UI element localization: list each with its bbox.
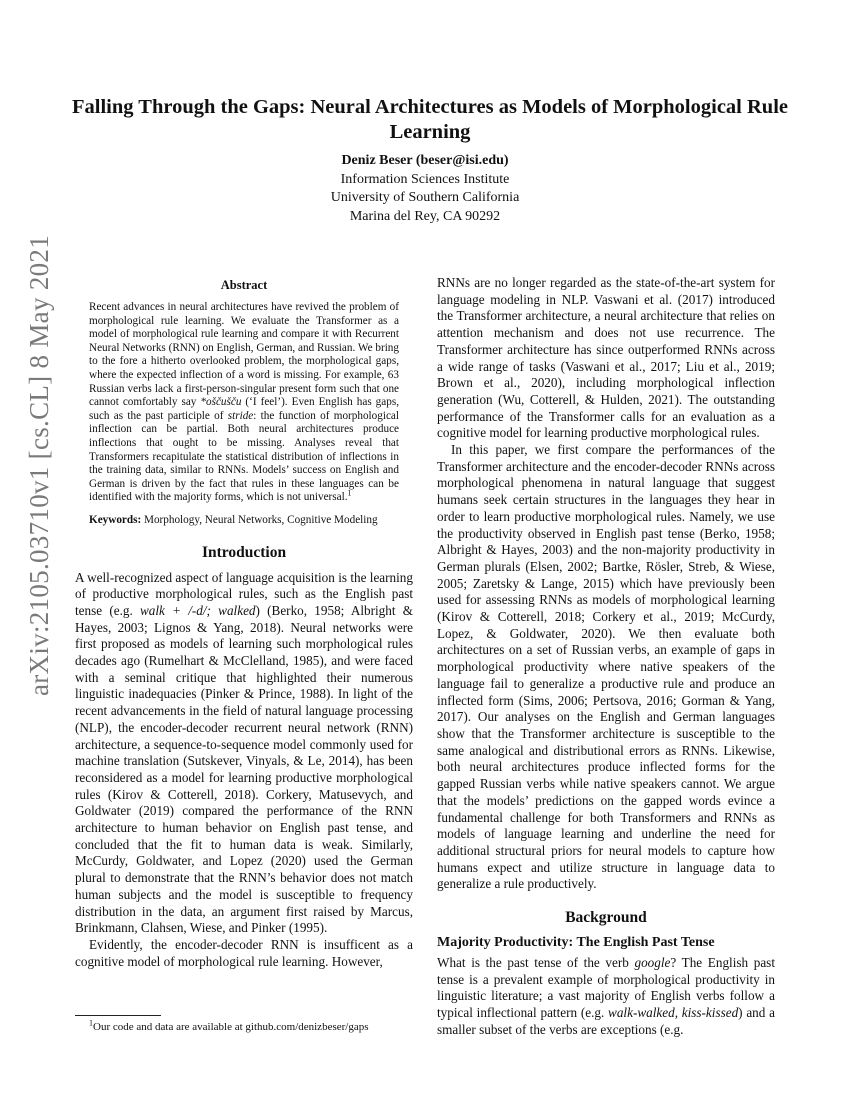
footnote-text: Our code and data are available at github.com/denizbeser/gaps [93,1021,369,1033]
abstract-part-3: : the function of morphological inflection can be partial. Both neural architectures produce inflections that ought to be missing. Analyses reveal that Transformers recapitulate the statistical distribution of inflections in the training data, similar to RNNs. Models’ success on English and German is driven by the fact that rules in these languages can be identified with the majority forms, which is not universal. [89,409,399,504]
footnote-number: 1 [89,1018,93,1028]
right-paragraph-2: In this paper, we first compare the performances of the Transformer architecture and the encoder-decoder RNNs across morphological phenomena in natural language that suggest humans seek certain structures in the languages they hear in order to learn productive morphological rules. Namely, we use the productivity observed in English past tense (Berko, 1958; Albright & Hayes, 2003) and the non-majority productivity in German plurals (Elsen, 2002; Bartke, Rösler, Streb, & Wiese, 2005; Zaretsky & Lange, 2015) which have previously been used for assessing RNNs as models of morphological learning (Kirov & Cotterell, 2018; Corkery et al., 2019; McCurdy, Lopez, & Goldwater, 2020). We then evaluate both architectures on a set of Russian verbs, an example of gaps in morphological productivity where native speakers of the language fail to generalize a productive rule and produce an inflected form (Sims, 2006; Pertsova, 2016; Gorman & Yang, 2017). Our analyses on the English and German languages show that the Transformer architecture is susceptible to the same analogical and distributional errors as RNNs. Likewise, both neural architectures produce inflected forms for the gapped Russian verbs while native speakers cannot. We argue that the models’ predictions on the gapped words evince a fundamental challenge for both Transformers and RNNs as models of language learning and underline the need for additional structural priors for neural models to capture how humans expect and utilize structure in language data to generalize a rule productively. [437,442,775,892]
right-p3-example: walk-walked, kiss-kissed [608,1005,739,1021]
abstract-text [89,301,399,505]
paper-title [70,95,790,145]
author-name: Deniz Beser (beser@isi.edu) [341,153,509,168]
right-paragraph-3 [437,955,775,1039]
affiliation-line-3: Marina del Rey, CA 90292 [349,208,501,224]
abstract-heading: Abstract [220,278,268,292]
affiliation-line-1: Information Sciences Institute [340,171,510,187]
keywords [89,514,399,528]
affiliation-line-2: University of Southern California [330,190,520,206]
right-p3-google: google [634,955,671,971]
author-block [225,152,625,226]
left-column [75,278,413,970]
introduction-paragraph-1 [75,570,413,937]
abstract-example-word: *oščušču [200,396,242,409]
title-line-2: Learning [389,121,471,143]
introduction-heading: Introduction [201,543,287,561]
abstract-stride-word: stride [227,409,254,422]
footnote [75,1018,413,1034]
intro-p1-example: walk + /-d/; walked [139,602,256,618]
right-p3-part-c: ) and a smaller subset of the verbs are exceptions (e.g. [437,1005,775,1037]
intro-p1-part-a: A well-recognized aspect of language acquisition is the learning of productive morphological rules, such as the English past tense (e.g. [75,569,413,618]
keywords-text: Morphology, Neural Networks, Cognitive Modeling [141,513,378,526]
subsection-heading: Majority Productivity: The English Past Tense [437,935,715,951]
right-column [437,275,775,1039]
background-heading: Background [565,909,647,927]
footnote-rule [75,1015,161,1016]
keywords-label: Keywords: [89,513,142,526]
abstract-part-1: Recent advances in neural architectures have revived the problem of morphological rule learning. We evaluate the Transformer as a model of morphological rule learning and compare it with Recurrent Neural Networks (RNN) on English, German, and Russian. We bring to the fore a hitherto overlooked problem, the morphological gaps, where the expected inflection of a word is missing. For example, 63 Russian verbs lack a first-person-singular present form such that one cannot comfortably say [89,301,399,409]
footnote-mark: 1 [347,488,352,498]
right-p3-part-a: What is the past tense of the verb [437,955,635,971]
arxiv-identifier-stamp [16,234,64,696]
intro-p1-part-b: ) (Berko, 1958; Albright & Hayes, 2003; Lignos & Yang, 2018). Neural networks were first proposed as models of learning such morphological rules decades ago (Rumelhart & McClelland, 1985), and were faced with a seminal critique that highlighted their numerous linguistic inadequacies (Pinker & Prince, 1988). In light of the recent advancements in the field of natural language processing (NLP), the encoder-decoder recurrent neural network (RNN) architecture, a sequence-to-sequence model commonly used for machine translation (Sutskever, Vinyals, & Le, 2014), has been reconsidered as a model for learning productive morphological rules (Kirov & Cotterell, 2018). Corkery, Matusevych, and Goldwater (2019) compared the performance of the RNN architecture to human behavior on English past tense, and concluded that the fit to human data is weak. Similarly, McCurdy, Goldwater, and Lopez (2020) used the German plural to demonstrate that the RNN’s behavior does not match human subjects and the model is susceptible to frequency distribution in the data, an argument first raised by Marcus, Brinkmann, Clahsen, Wiese, and Pinker (1995). [75,602,413,936]
introduction-paragraph-2: Evidently, the encoder-decoder RNN is insufficent as a cognitive model of morphological rule learning. However, [75,936,413,969]
abstract-part-2: (‘I feel’). Even English has gaps, such as the past participle of [89,396,399,422]
arxiv-id-text: arXiv:2105.03710v1 [cs.CL] 8 May 2021 [24,234,55,696]
right-p3-part-b: ? The English past tense is a prevalent example of morphological productivity in linguistic literature; a vast majority of English verbs follow a typical inflectional pattern (e.g. [437,955,775,1021]
title-line-1: Falling Through the Gaps: Neural Architectures as Models of Morphological Rule [72,96,788,118]
right-paragraph-1: RNNs are no longer regarded as the state-of-the-art system for language modeling in NLP. Vaswani et al. (2017) introduced the Transformer architecture, a neural architecture that relies on attention mechanism and does not use recurrence. The Transformer architecture has since outperformed RNNs across a wide range of tasks (Vaswani et al., 2017; Liu et al., 2019; Brown et al., 2020), including morphological inflection generation (Wu, Cotterell, & Hulden, 2021). The outstanding performance of the Transformer calls for an evaluation as a cognitive model for learning productive morphological rules. [437,275,775,441]
